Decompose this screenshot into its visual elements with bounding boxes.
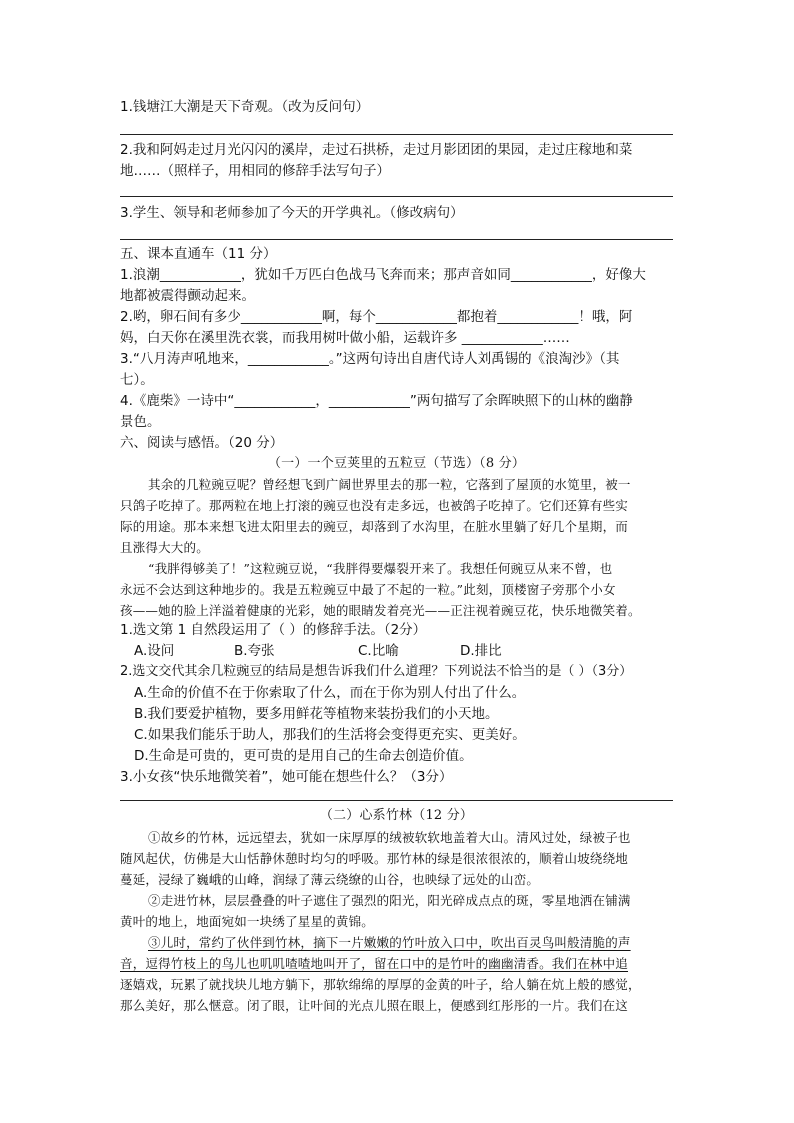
reading-1-p2-l3: 孩——她的脸上洋溢着健康的光彩，她的眼睛发着亮光——正注视着豌豆花，快乐地微笑着。 [120,603,641,618]
reading-2-heading: （二）心系竹林（12 分） [319,808,474,823]
q2-option-c: C.如果我们能乐于助人，那我们的生活将会变得更充实、更美好。 [134,727,526,743]
reading-2-p3-l2: 音，逗得竹枝上的鸟儿也叽叽喳喳地叫开了，留在口中的是竹叶的幽幽清香。我们在林中追 [120,956,629,971]
reading-1-p1-l1: 其余的几粒豌豆呢？曾经想飞到广阔世界里去的那一粒，它落到了屋顶的水笕里，被一 [148,477,631,492]
question-4-3: 3.学生、领导和老师参加了今天的开学典礼。（修改病句） [120,205,464,221]
reading-1-p2-l1: “我胖得够美了！”这粒豌豆说，“我胖得要爆裂开来了。我想任何豌豆从来不曾，也 [148,561,613,576]
reading-2-p1-l1: ①故乡的竹林，远远望去，犹如一床厚厚的绒被软软地盖着大山。清风过处，绿被子也 [148,830,631,845]
reading-1-p1-l3: 际的用途。那本来想飞进太阳里去的豌豆，却落到了水沟里，在脏水里躺了好几个星期，而 [120,519,629,534]
reading-1-p2-l2: 永远不会达到这种地步的。我是五粒豌豆中最了不起的一粒。”此刻，顶楼窗子旁那个小女 [120,582,616,597]
section-5-line7: 4.《鹿柴》一诗中“____________，____________”两句描写了余晖映照下的山林的幽静 [120,393,633,409]
section-6-title: 六、阅读与感悟。（20 分） [120,435,284,451]
reading-2-p2-l2: 黄叶的地上，地面宛如一块绣了星星的黄锦。 [120,914,375,929]
reading-1-p1-l2: 只鸽子吃掉了。那两粒在地上打滚的豌豆也没有走多远，也被鸽子吃掉了。它们还算有些实 [120,498,629,513]
option-a: A.设问 [134,643,175,659]
answer-line [120,196,673,197]
option-c: C.比喻 [358,643,399,659]
section-5-line3: 2.哟，卵石间有多少____________啊，每个____________都抱着____________！哦，阿 [120,309,633,325]
option-b: B.夸张 [234,643,275,659]
section-5-line8: 景色。 [120,414,161,430]
question-4-2-line2: 地……（照样子，用相同的修辞手法写句子） [120,163,390,179]
answer-line [120,800,673,801]
q2-option-d: D.生命是可贵的，更可贵的是用自己的生命去创造价值。 [134,748,473,764]
reading-1-p1-l4: 且涨得大大的。 [120,540,209,555]
section-5-title: 五、课本直通车（11 分） [120,246,277,262]
reading-1-heading: （一）一个豆荚里的五粒豆（节选）（8 分） [267,456,526,471]
answer-line [120,134,673,135]
reading-2-p2-l1: ②走进竹林，层层叠叠的叶子遮住了强烈的阳光，阳光碎成点点的斑，零星地洒在铺满 [148,893,631,908]
option-d: D.排比 [460,643,502,659]
question-4-2-line1: 2.我和阿妈走过月光闪闪的溪岸，走过石拱桥，走过月影团团的果园，走过庄稼地和菜 [120,142,633,158]
reading-2-p1-l3: 蔓延，浸绿了巍峨的山峰，润绿了薄云绕缭的山谷，也映绿了远处的山峦。 [120,872,540,887]
reading-1-q2: 2.选文交代其余几粒豌豆的结局是想告诉我们什么道理？下列说法不恰当的是（ ）（3分） [120,664,633,679]
section-5-line1: 1.浪潮____________，犹如千万匹白色战马飞奔而来；那声音如同____________，好像大 [120,267,646,283]
reading-2-p1-l2: 随风起伏，仿佛是大山恬静休憩时均匀的呼吸。那竹林的绿是很浓很浓的，顺着山坡绕绕地 [120,851,629,866]
reading-2-p3-l4: 那么美好，那么惬意。闭了眼，让叶间的光点儿照在眼上，便感到红彤彤的一片。我们在这 [120,998,629,1013]
reading-2-p3-l1: ③儿时，常约了伙伴到竹林，摘下一片嫩嫩的竹叶放入口中，吹出百灵鸟叫般清脆的声 [148,935,631,950]
reading-2-p3-l3: 逐嬉戏，玩累了就找块儿地方躺下，那软绵绵的厚厚的金黄的叶子，给人躺在炕上般的感觉， [120,977,641,992]
section-5-line2: 地都被震得颤动起来。 [120,288,255,304]
reading-1-q3: 3.小女孩“快乐地微笑着”，她可能在想些什么？（3分） [120,769,453,785]
q2-option-b: B.我们要爱护植物，要多用鲜花等植物来装扮我们的小天地。 [134,706,499,722]
section-5-line5: 3.“八月涛声吼地来，____________。”这两句诗出自唐代诗人刘禹锡的《浪淘沙》（其 [120,351,620,367]
section-5-line6: 七）。 [120,372,154,388]
question-4-1: 1.钱塘江大潮是天下奇观。（改为反问句） [120,99,370,115]
q2-option-a: A.生命的价值不在于你索取了什么，而在于你为别人付出了什么。 [134,685,526,701]
reading-1-q1: 1.选文第 1 自然段运用了（ ）的修辞手法。（2分） [120,622,427,638]
section-5-line4: 妈，白天你在溪里洗衣裳，而我用树叶做小船，运载许多 ____________…… [120,330,570,346]
answer-line [120,239,673,240]
